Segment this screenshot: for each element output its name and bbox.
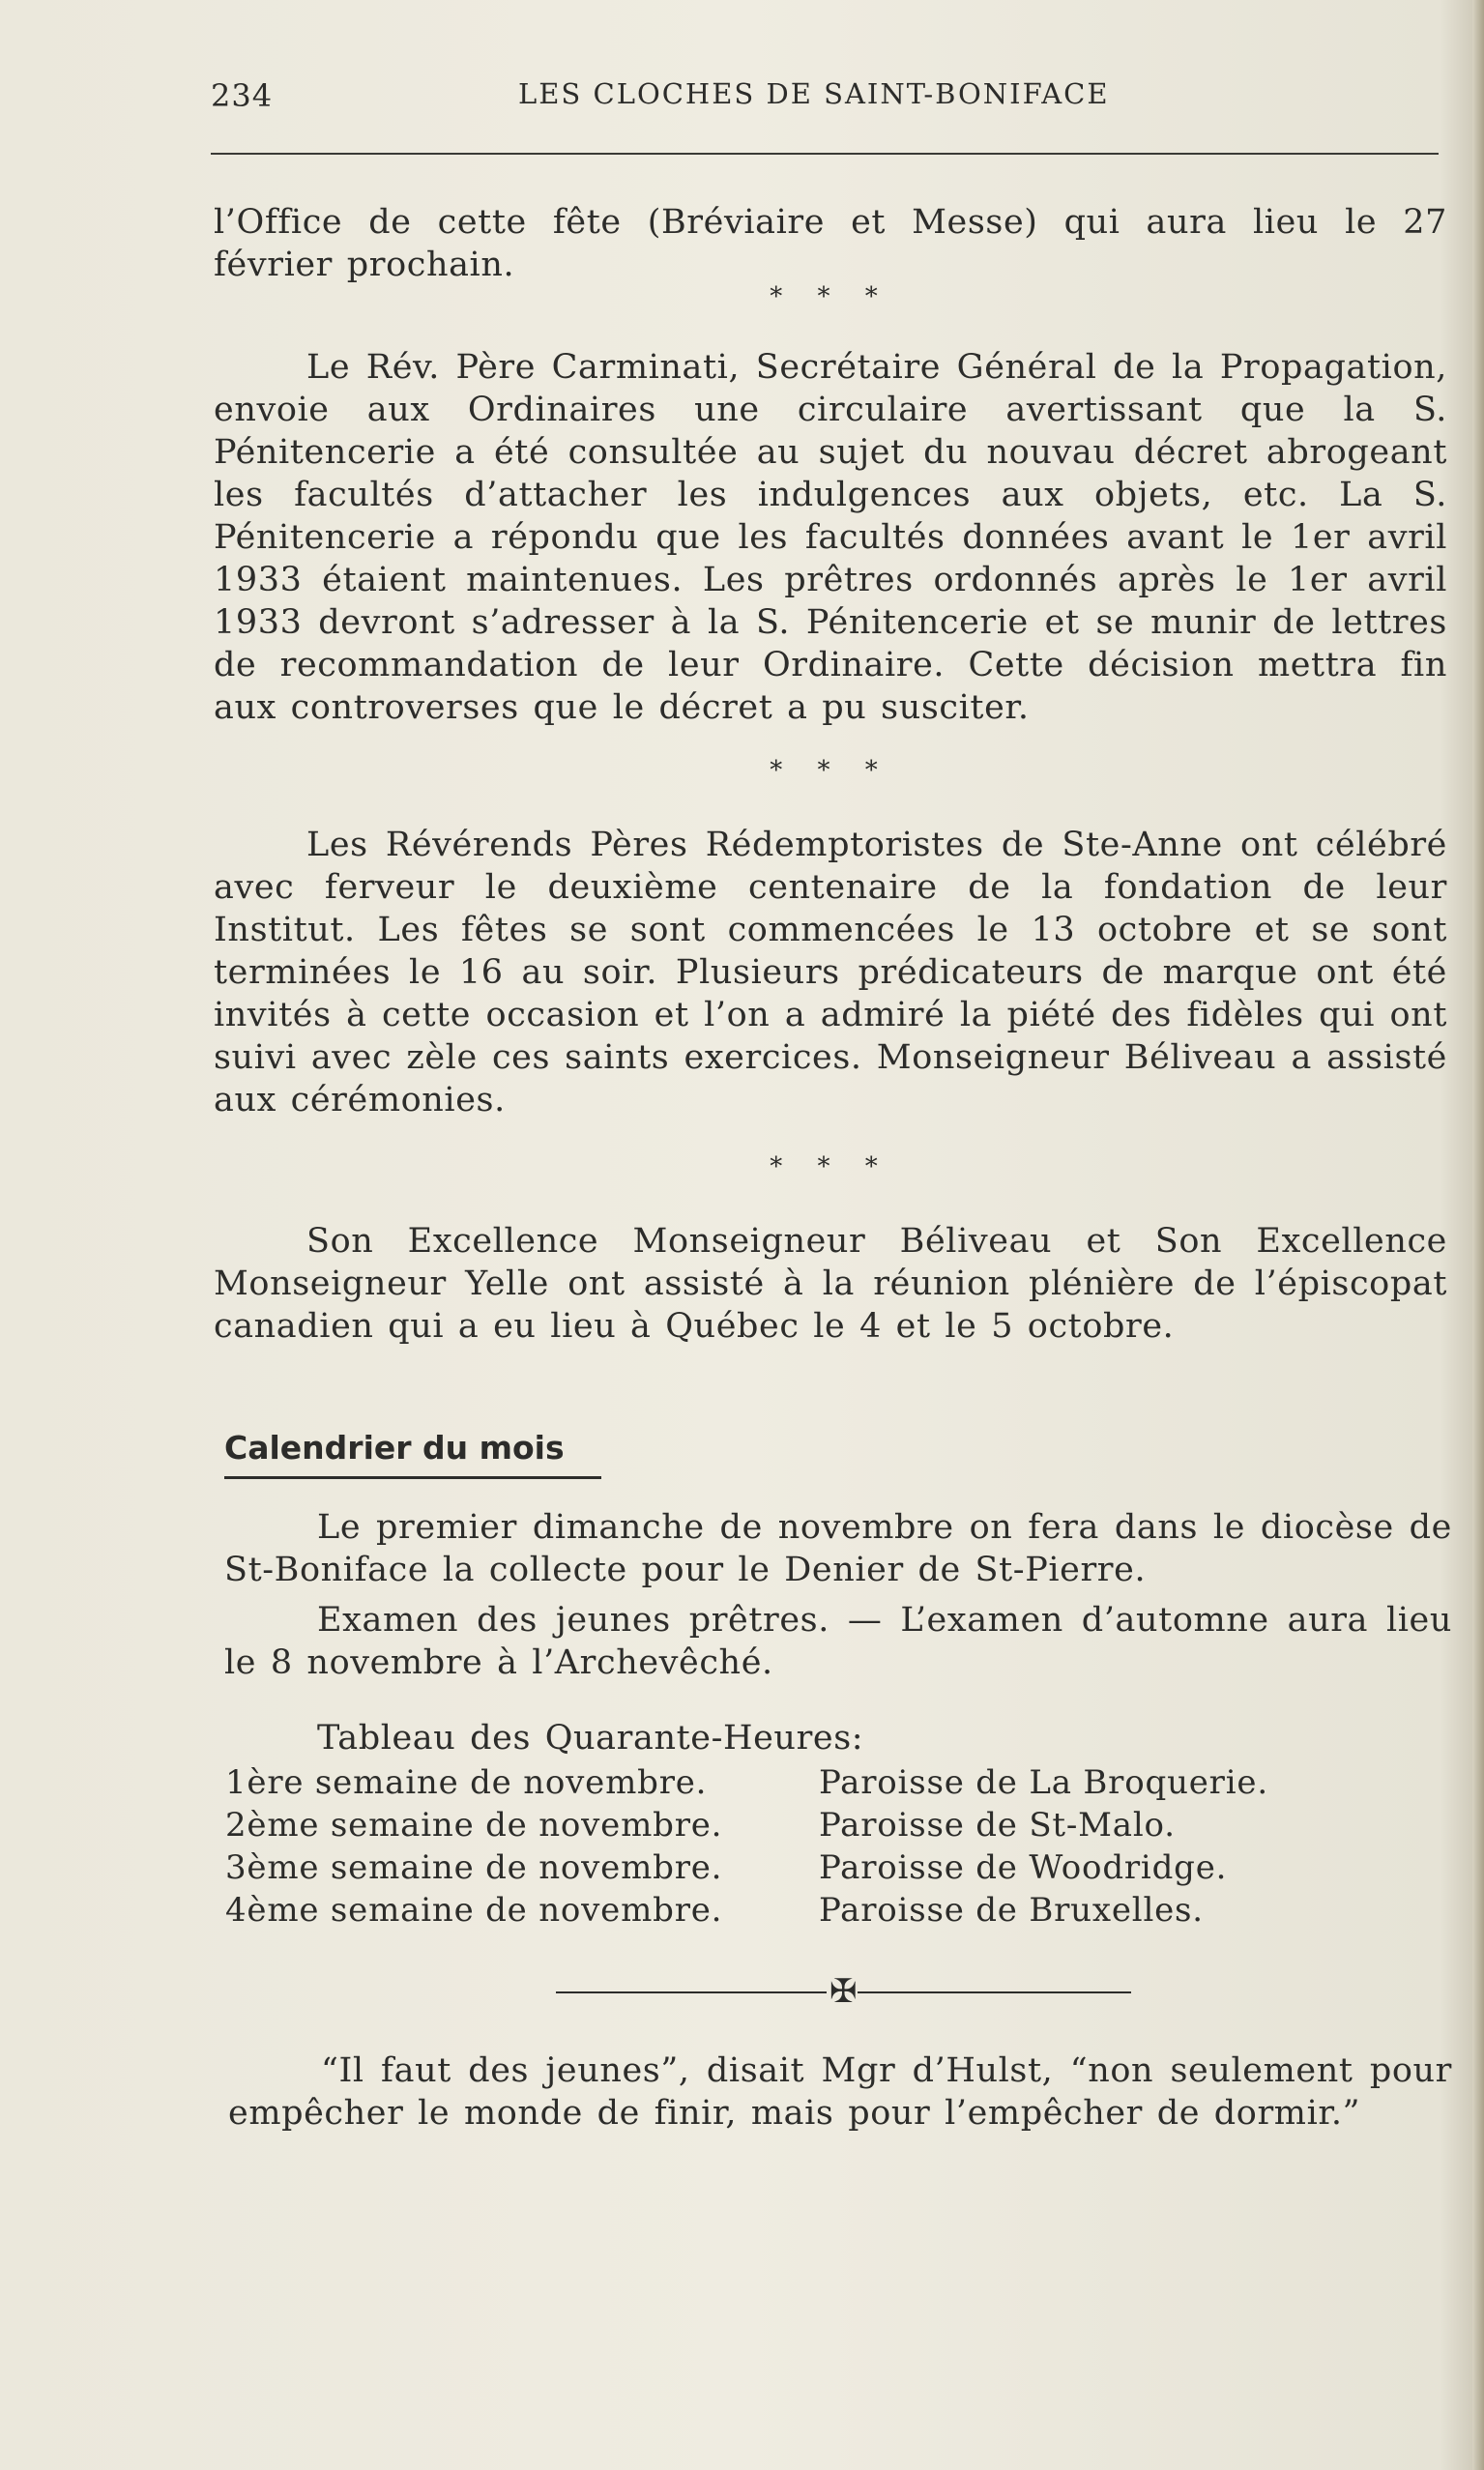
divider-line-right <box>858 1991 1131 1993</box>
paragraph-episcopat <box>214 1220 1447 1348</box>
table-cell-parish: Paroisse de La Broquerie. <box>819 1763 1268 1802</box>
paragraph-text: Les Révérends Pères Rédemptoristes de Ste-Anne ont célébré avec ferveur le deuxième centenaire de la fondation de leur Institut. Les fêtes se sont commencées le 13 octobre et se sont terminées le 16 au soir. Plusieurs prédicateurs de marque ont été invités à cette occasion et l’on a admiré la piété des fidèles qui ont suivi avec zèle ces saints exercices. Monseigneur Béliveau a assisté aux cérémonies. <box>214 826 1447 1119</box>
paragraph-office <box>214 201 1447 286</box>
section-title-calendrier: Calendrier du mois <box>224 1429 565 1467</box>
table-cell-week: 1ère semaine de novembre. <box>225 1763 708 1802</box>
table-row <box>225 1846 1385 1889</box>
table-cell-parish: Paroisse de Woodridge. <box>819 1848 1228 1887</box>
paragraph-text: Le premier dimanche de novembre on fera dans le diocèse de St-Boniface la collecte pour le Denier de St-Pierre. <box>224 1508 1452 1589</box>
cross-ornament-divider <box>556 1972 1131 2011</box>
table-heading <box>224 1717 1452 1759</box>
paragraph-text: Son Excellence Monseigneur Béliveau et Son Excellence Monseigneur Yelle ont assisté à la réunion plénière de l’épiscopat canadien qui a eu lieu à Québec le 4 et le 5 octobre. <box>214 1222 1447 1346</box>
header-rule <box>211 153 1439 155</box>
table-row <box>225 1761 1385 1804</box>
paragraph-text: Examen des jeunes prêtres. — L’examen d’automne aura lieu le 8 novembre à l’Archevêché. <box>224 1601 1452 1682</box>
table-cell-week: 4ème semaine de novembre. <box>225 1891 723 1930</box>
table-cell-parish: Paroisse de Bruxelles. <box>819 1891 1204 1930</box>
quote-text: “Il faut des jeunes”, disait Mgr d’Hulst, “non seulement pour empêcher le monde de finir, mais pour l’empêcher de dormir.” <box>228 2051 1452 2133</box>
table-cell-week: 3ème semaine de novembre. <box>225 1848 723 1887</box>
quarante-heures-table <box>225 1761 1385 1932</box>
paragraph-carminati <box>214 346 1447 729</box>
paragraph-text: Le Rév. Père Carminati, Secrétaire Général de la Propagation, envoie aux Ordinaires une circulaire avertissant que la S. Pénitencerie a été consultée au sujet du nouvau décret abrogeant les facultés d’attacher les indulgences aux objets, etc. La S. Pénitencerie a répondu que les facultés données avant le 1er avril 1933 étaient maintenues. Les prêtres ordonnés après le 1er avril 1933 devront s’adresser à la S. Pénitencerie et se munir de lettres de recommandation de leur Ordinaire. Cette décision mettra fin aux controverses que le décret a pu susciter. <box>214 348 1447 727</box>
table-cell-week: 2ème semaine de novembre. <box>225 1806 723 1845</box>
paragraph-denier <box>224 1506 1452 1591</box>
table-row <box>225 1889 1385 1932</box>
divider-line-left <box>556 1991 827 1993</box>
table-row <box>225 1804 1385 1846</box>
page-edge-shadow <box>1472 0 1484 2470</box>
page-header <box>211 77 1439 126</box>
separator-stars: * * * <box>770 1152 891 1181</box>
paragraph-examen <box>224 1599 1452 1684</box>
cross-icon: ✠ <box>829 1972 858 2011</box>
table-cell-parish: Paroisse de St-Malo. <box>819 1806 1176 1845</box>
paragraph-text: l’Office de cette fête (Bréviaire et Messe) qui aura lieu le 27 février prochain. <box>214 203 1447 284</box>
table-heading-text: Tableau des Quarante-Heures: <box>317 1719 864 1758</box>
page-number: 234 <box>211 77 274 114</box>
separator-stars: * * * <box>770 282 891 311</box>
paragraph-redemptoristes <box>214 824 1447 1121</box>
section-title-underline <box>224 1476 601 1479</box>
running-head: LES CLOCHES DE SAINT-BONIFACE <box>518 77 1110 110</box>
separator-stars: * * * <box>770 756 891 785</box>
paragraph-quote <box>228 2049 1452 2135</box>
